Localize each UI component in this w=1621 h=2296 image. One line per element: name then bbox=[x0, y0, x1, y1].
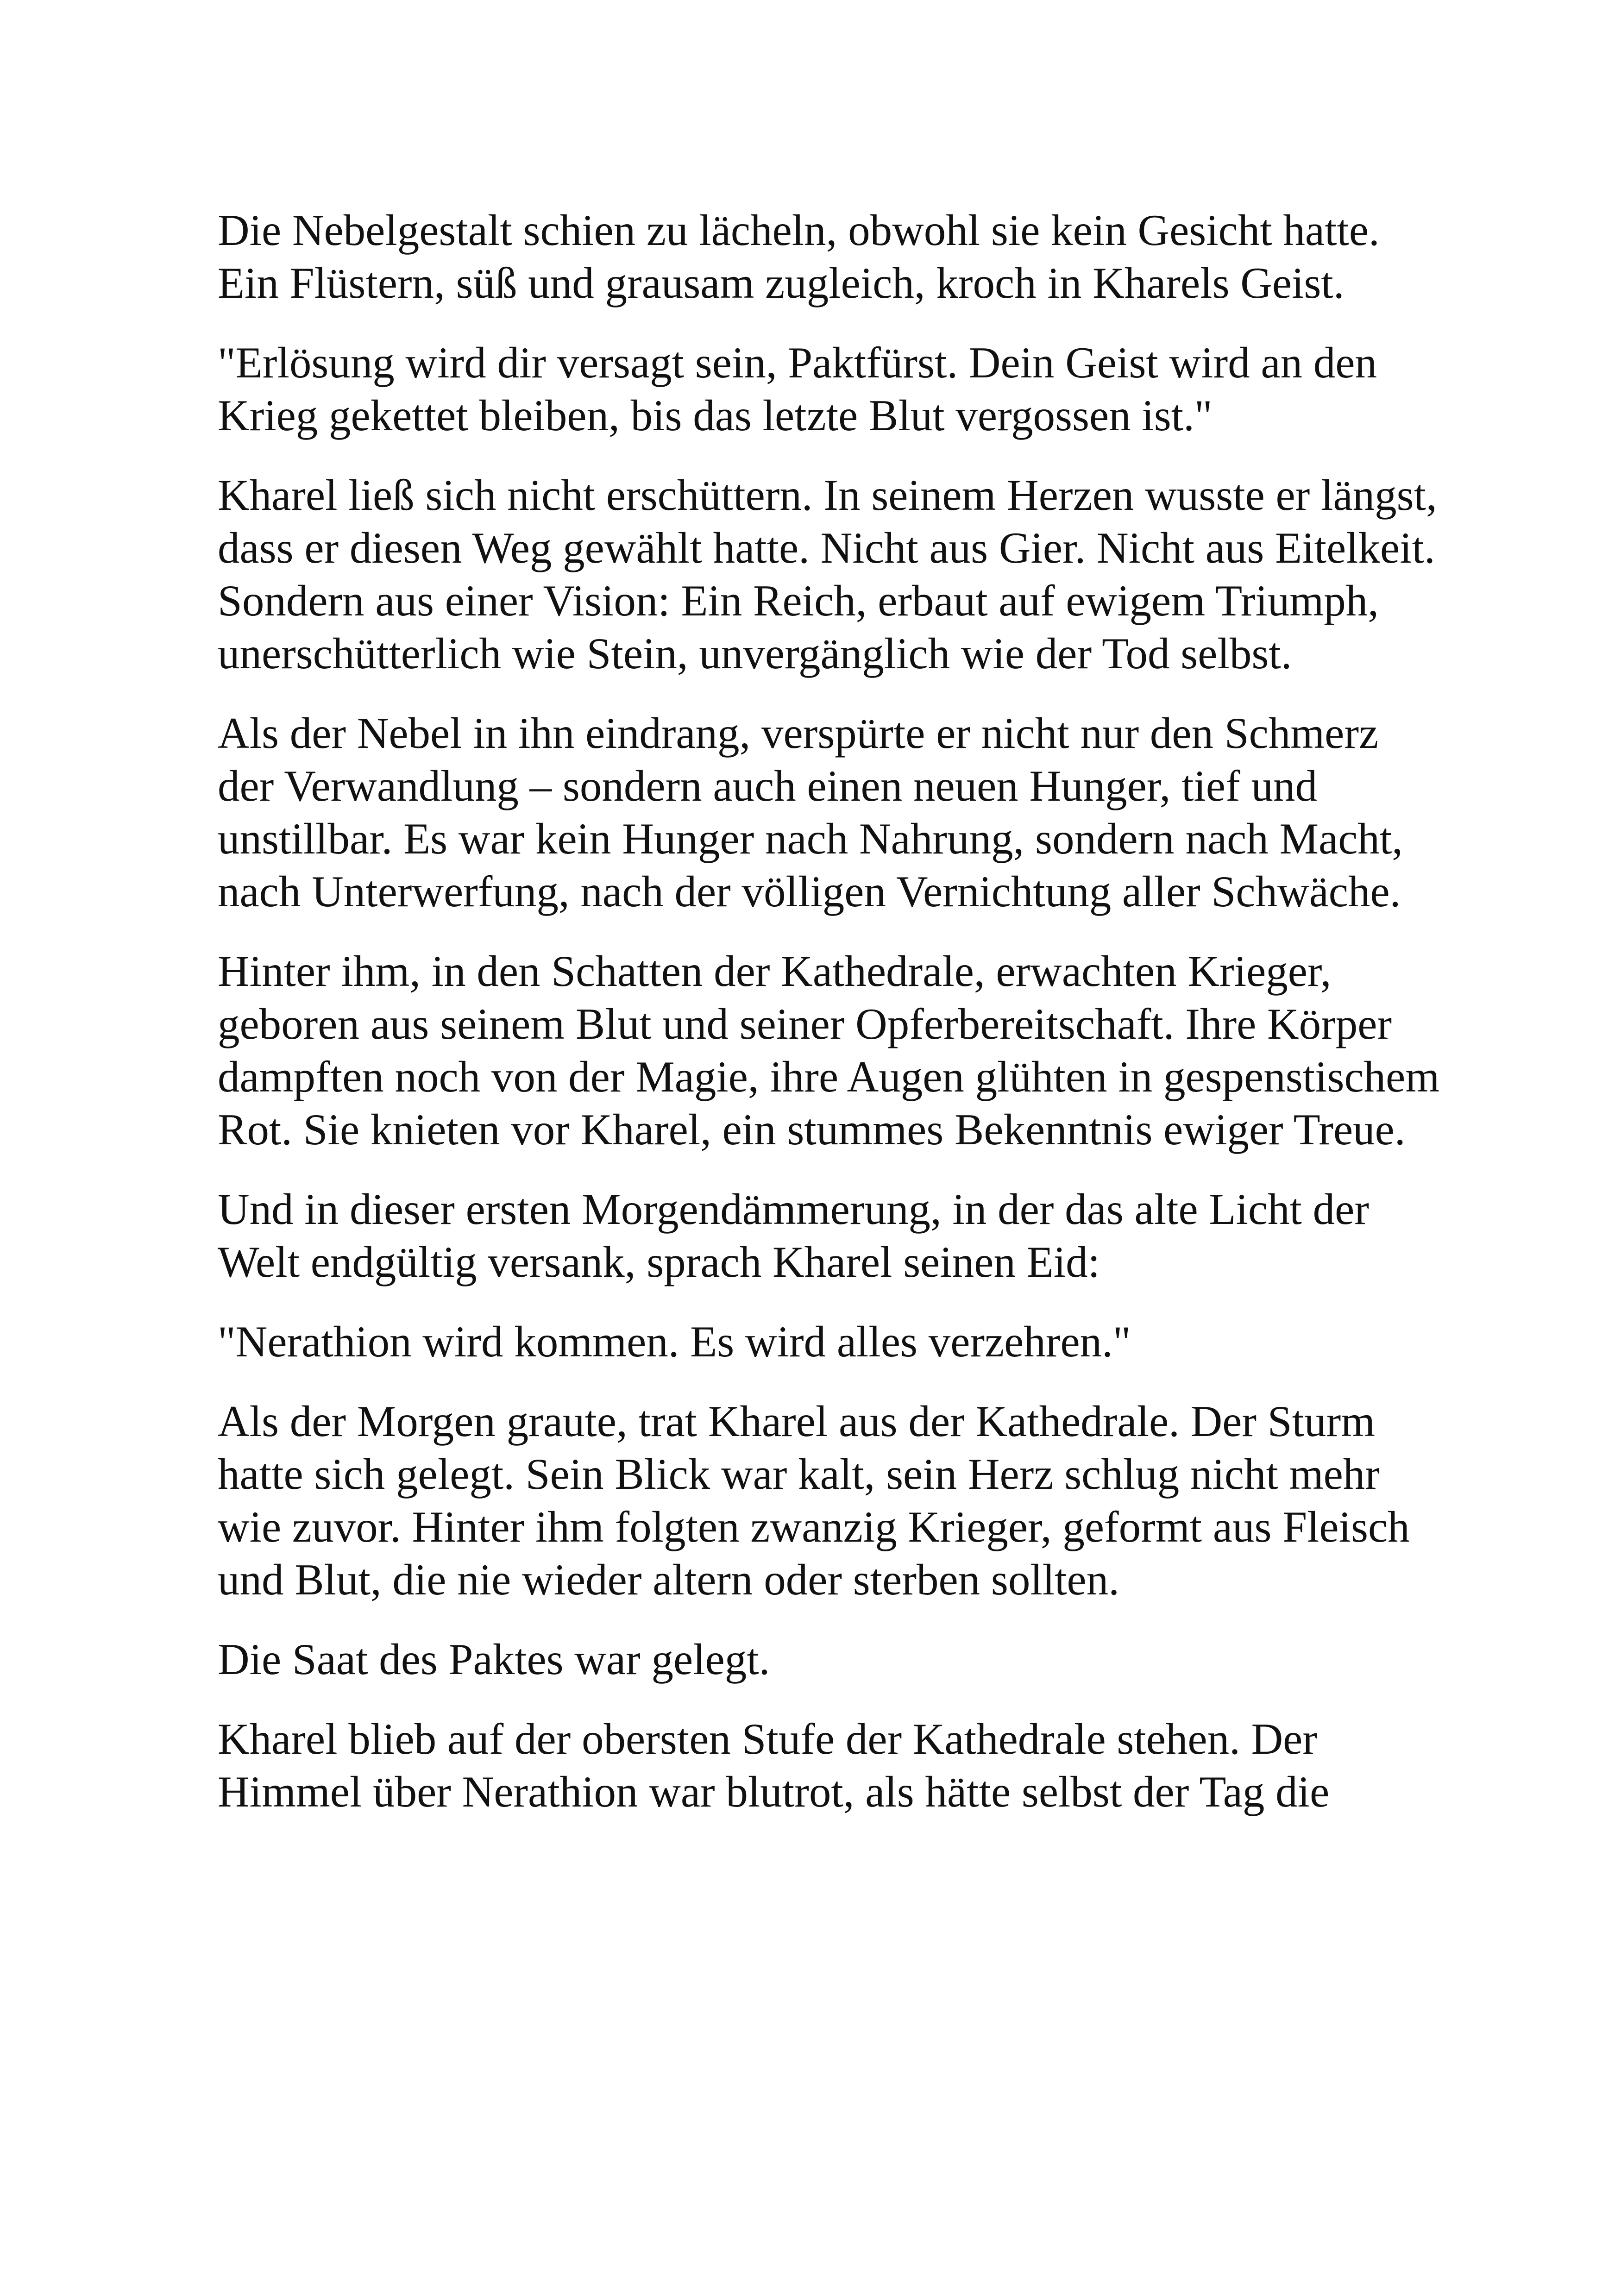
body-text bbox=[218, 204, 1440, 1818]
paragraph: Hinter ihm, in den Schatten der Kathedrale, erwachten Krieger, geboren aus seinem Blut und seiner Opferbereitschaft. Ihre Körper dampften noch von der Magie, ihre Augen glühten in gespenstischem Rot. Sie knieten vor Kharel, ein stummes Bekenntnis ewiger Treue. bbox=[218, 947, 1440, 1154]
paragraph: Und in dieser ersten Morgendämmerung, in der das alte Licht der Welt endgültig versank, sprach Kharel seinen Eid: bbox=[218, 1185, 1369, 1286]
paragraph: Kharel blieb auf der obersten Stufe der Kathedrale stehen. Der Himmel über Nerathion war blutrot, als hätte selbst der Tag die bbox=[218, 1714, 1330, 1816]
paragraph: Als der Morgen graute, trat Kharel aus der Kathedrale. Der Sturm hatte sich gelegt. Sein Blick war kalt, sein Herz schlug nicht mehr wie zuvor. Hinter ihm folgten zwanzig Krieger, geformt aus Fleisch und Blut, die nie wieder altern oder sterben sollten. bbox=[218, 1397, 1410, 1604]
paragraph: Als der Nebel in ihn eindrang, verspürte er nicht nur den Schmerz der Verwandlung – sondern auch einen neuen Hunger, tief und unstillbar. Es war kein Hunger nach Nahrung, sondern nach Macht, nach Unterwerfung, nach der völligen Vernichtung aller Schwäche. bbox=[218, 709, 1403, 916]
paragraph: "Nerathion wird kommen. Es wird alles verzehren." bbox=[218, 1317, 1131, 1366]
paragraph: "Erlösung wird dir versagt sein, Paktfürst. Dein Geist wird an den Krieg gekettet bleiben, bis das letzte Blut vergossen ist." bbox=[218, 338, 1377, 440]
paragraph: Die Saat des Paktes war gelegt. bbox=[218, 1635, 770, 1684]
paragraph: Kharel ließ sich nicht erschüttern. In seinem Herzen wusste er längst, dass er diesen Weg gewählt hatte. Nicht aus Gier. Nicht aus Eitelkeit. Sondern aus einer Vision: Ein Reich, erbaut auf ewigem Triumph, unerschütterlich wie Stein, unvergänglich wie der Tod selbst. bbox=[218, 470, 1437, 678]
paragraph: Die Nebelgestalt schien zu lächeln, obwohl sie kein Gesicht hatte. Ein Flüstern, süß und grausam zugleich, kroch in Kharels Geist. bbox=[218, 206, 1380, 307]
